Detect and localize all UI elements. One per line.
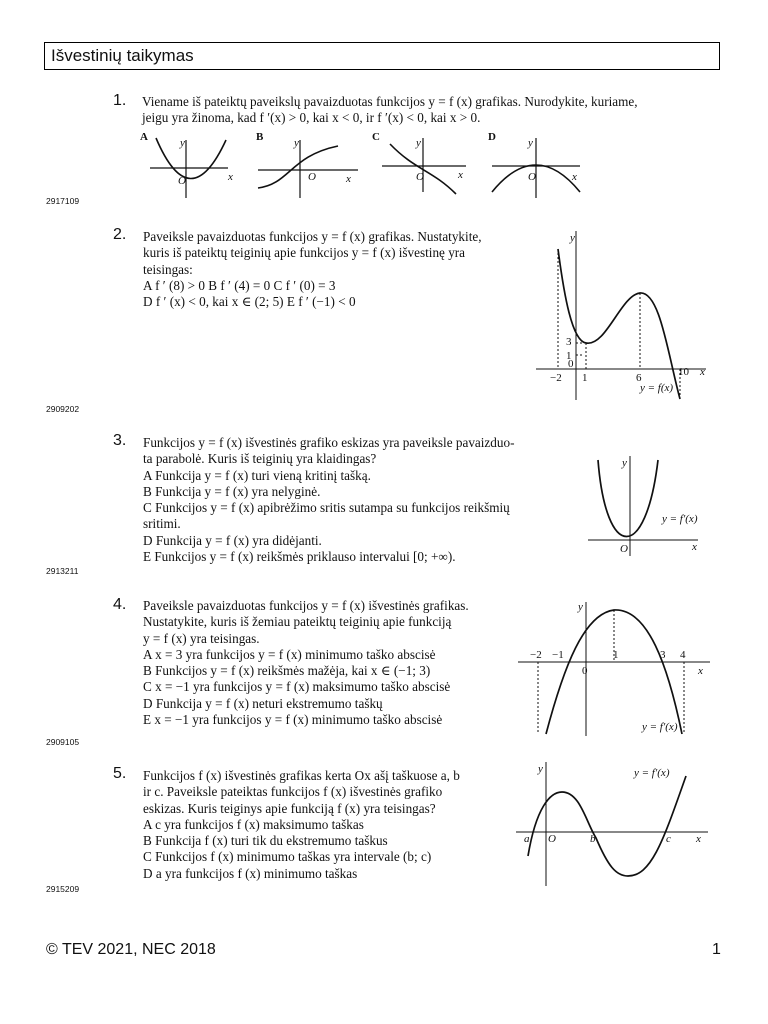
problem-3-line-8: E Funkcijos y = f (x) reikšmės priklauso intervalui [0; +∞).: [143, 549, 456, 565]
p3-y-label: y: [622, 457, 627, 469]
problem-5-line-5: B Funkcija f (x) turi tik du ekstremumo taškus: [143, 833, 388, 849]
problem-3-line-5: C Funkcijos y = f (x) apibrėžimo sritis sutampa su funkcijos reikšmių: [143, 500, 510, 516]
panel-c-x: x: [458, 169, 463, 181]
problem-4-line-4: A x = 3 yra funkcijos y = f (x) minimumo taško abscisė: [143, 646, 436, 662]
panel-b-y: y: [294, 137, 299, 149]
problem-2-number: 2.: [113, 226, 127, 243]
problem-4-line-7: D Funkcija y = f (x) neturi ekstremumo taškų: [143, 695, 383, 711]
problem-2-code: 2909202: [46, 404, 80, 414]
footer-page-number: 1: [712, 941, 721, 958]
problem-3-figure: [588, 452, 708, 557]
p4-curve-label: y = f′(x): [642, 721, 678, 733]
problem-3-line-6: sritimi.: [143, 516, 181, 532]
problem-3-number: 3.: [113, 432, 127, 449]
problem-2-line-1: Paveiksle pavaizduotas funkcijos y = f (x) grafikas. Nustatykite,: [143, 229, 482, 244]
p4-tick-4: 4: [680, 649, 686, 661]
p5-y-label: y: [538, 763, 543, 775]
panel-d-x: x: [572, 171, 577, 183]
p4-tick-3: 3: [660, 649, 666, 661]
problem-1-line-2: jeigu yra žinoma, kad f ′(x) > 0, kai x < 0, ir f ′(x) < 0, kai x > 0.: [142, 110, 481, 126]
problem-5-line-1: Funkcijos f (x) išvestinės grafikas kerta Ox ašį taškuose a, b: [143, 768, 460, 783]
panel-a-o: O: [178, 175, 186, 187]
p5-b-label: b: [590, 833, 596, 845]
problem-4-line-2: Nustatykite, kuris iš žemiau pateiktų teiginių apie funkciją: [143, 614, 452, 630]
p5-curve-label: y = f′(x): [634, 767, 670, 779]
p4-tick-neg2: −2: [530, 649, 542, 661]
problem-4-line-1: Paveiksle pavaizduotas funkcijos y = f (x) išvestinės grafikas.: [143, 598, 469, 613]
problem-3-code: 2913211: [46, 566, 79, 576]
problem-5-number: 5.: [113, 765, 127, 782]
problem-4-text: [143, 598, 523, 728]
problem-2-line-2: kuris iš pateiktų teiginių apie funkcijos y = f (x) išvestinę yra: [143, 245, 466, 261]
problem-4-line-8: E x = −1 yra funkcijos y = f (x) minimumo taško abscisė: [143, 712, 443, 728]
p4-y-label: y: [578, 601, 583, 613]
problem-2-line-4: A f ′ (8) > 0 B f ′ (4) = 0 C f ′ (0) = 3: [143, 277, 336, 293]
panel-d-label: D: [488, 131, 496, 143]
p2-tick-y3: 3: [566, 336, 572, 348]
p3-curve-label: y = f′(x): [662, 513, 698, 525]
panel-d-o: O: [528, 171, 536, 183]
p5-x-label: x: [696, 833, 701, 845]
panel-b-label: B: [256, 131, 264, 143]
problem-2-text: [143, 229, 533, 310]
problem-3-line-7: D Funkcija y = f (x) yra didėjanti.: [143, 532, 322, 548]
problem-4-figure: [518, 596, 714, 738]
p2-tick-0: 0: [568, 358, 574, 370]
p5-o-label: O: [548, 833, 556, 845]
p2-curve-label: y = f(x): [640, 382, 674, 394]
problem-1-code: 2917109: [46, 196, 80, 206]
panel-c-label: C: [372, 131, 380, 143]
problem-5-code: 2915209: [46, 884, 80, 894]
p4-tick-0: 0: [582, 665, 588, 677]
problem-3-line-2: ta parabolė. Kuris iš teiginių yra klaidingas?: [143, 451, 377, 467]
problem-2-line-3: teisingas:: [143, 261, 193, 277]
p2-tick-y1: 1: [566, 350, 572, 362]
p2-tick-10: 10: [678, 366, 689, 378]
problem-1-line-1: Viename iš pateiktų paveikslų pavaizduotas funkcijos y = f (x) grafikas. Nurodykite, kuriame,: [142, 94, 638, 109]
problem-3-line-3: A Funkcija y = f (x) turi vieną kritinį tašką.: [143, 467, 371, 483]
p2-tick-6: 6: [636, 372, 642, 384]
problem-1-figure: [140, 128, 590, 200]
p3-o-label: O: [620, 543, 628, 555]
p3-x-label: x: [692, 541, 697, 553]
p4-tick-neg1: −1: [552, 649, 564, 661]
problem-3-line-4: B Funkcija y = f (x) yra nelyginė.: [143, 483, 321, 499]
page-title: Išvestinių taikymas: [51, 46, 194, 65]
problem-4-line-3: y = f (x) yra teisingas.: [143, 630, 260, 646]
panel-a-y: y: [180, 137, 185, 149]
p4-x-label: x: [698, 665, 703, 677]
panel-b-x: x: [346, 173, 351, 185]
problem-4-number: 4.: [113, 596, 127, 613]
p2-y-label: y: [570, 232, 575, 244]
problem-5-line-2: ir c. Paveiksle pateiktas funkcijos f (x) išvestinės grafiko: [143, 784, 443, 800]
panel-d-y: y: [528, 137, 533, 149]
problem-5-line-7: D a yra funkcijos f (x) minimumo taškas: [143, 865, 358, 881]
problem-2-figure: [536, 225, 716, 405]
problem-2-line-5: D f ′ (x) < 0, kai x ∈ (2; 5) E f ′ (−1) < 0: [143, 294, 356, 310]
p5-a-label: a: [524, 833, 530, 845]
p2-tick-neg2: −2: [550, 372, 562, 384]
problem-1-number: 1.: [113, 92, 127, 109]
problem-4-code: 2909105: [46, 737, 80, 747]
problem-5-line-6: C Funkcijos f (x) minimumo taškas yra intervale (b; c): [143, 849, 432, 865]
panel-c-o: O: [416, 171, 424, 183]
problem-3-line-1: Funkcijos y = f (x) išvestinės grafiko eskizas yra paveiksle pavaizduo-: [143, 435, 515, 450]
panel-b-o: O: [308, 171, 316, 183]
problem-5-line-4: A c yra funkcijos f (x) maksimumo taškas: [143, 816, 364, 832]
panel-c-y: y: [416, 137, 421, 149]
problem-5-line-3: eskizas. Kuris teiginys apie funkciją f (x) yra teisingas?: [143, 800, 436, 816]
problem-1-text: [142, 94, 722, 127]
problem-3-text: [143, 435, 583, 565]
p2-x-label: x: [700, 366, 705, 378]
p2-tick-1: 1: [582, 372, 588, 384]
problem-4-line-6: C x = −1 yra funkcijos y = f (x) maksimumo taško abscisė: [143, 679, 451, 695]
panel-a-label: A: [140, 131, 148, 143]
problem-5-figure: [516, 758, 712, 888]
p5-c-label: c: [666, 833, 671, 845]
p4-tick-1: 1: [613, 649, 619, 661]
header-box: [44, 42, 720, 70]
problem-5-text: [143, 768, 513, 882]
problem-4-line-5: B Funkcijos y = f (x) reikšmės mažėja, kai x ∈ (−1; 3): [143, 663, 431, 679]
footer-copyright: © TEV 2021, NEC 2018: [46, 941, 216, 958]
panel-a-x: x: [228, 171, 233, 183]
